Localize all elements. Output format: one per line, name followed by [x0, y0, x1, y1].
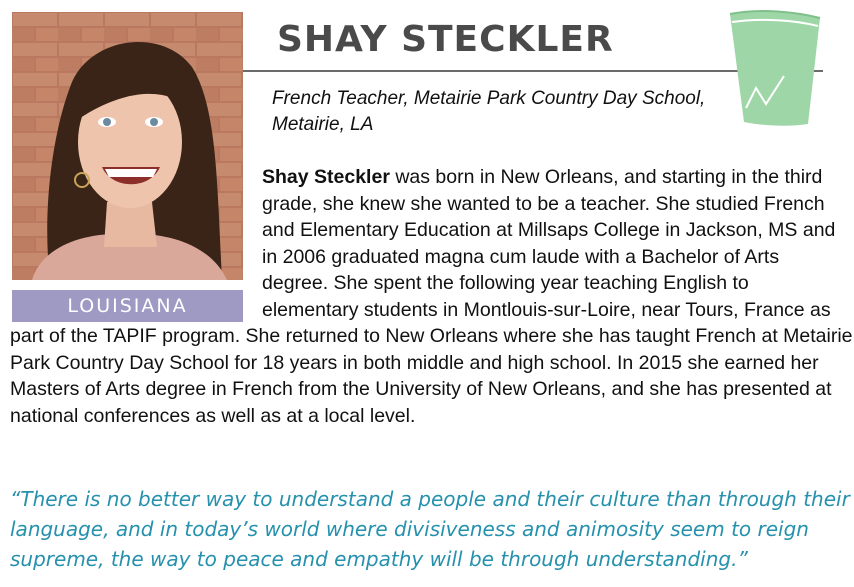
- bio-name: Shay Steckler: [262, 166, 390, 188]
- bio-paragraph: [0, 164, 854, 464]
- photo-spacer: [0, 164, 262, 323]
- cup-icon: [726, 6, 824, 130]
- bio-text: was born in New Orleans, and starting in the third grade, she knew she wanted to be a teacher. She studied French and Elementary Education at Millsaps College in Jackson, MS and in 2006 graduated magna cum laude with a Bachelor of Arts degree. She spent the following year teaching English to elementary students in Montlouis-sur-Loire, near Tours, France as part of the TAPIF program. She returned to New Orleans where she has taught French at Metairie Park Country Day School for 18 years in both middle and high school. In 2015 she earned her Masters of Arts degree in French from the University of New Orleans, and she has presented at national conferences as well as at a local level.: [10, 166, 853, 427]
- state-badge: LOUISIANA: [12, 290, 243, 322]
- teacher-quote: “There is no better way to understand a people and their culture than through their language, and in today’s world where divisiveness and animosity seem to reign supreme, the way to peace and empathy will be through understanding.”: [10, 487, 850, 571]
- teacher-title: French Teacher, Metairie Park Country Day School, Metairie, LA: [272, 88, 706, 135]
- right-spacer: [844, 164, 854, 323]
- teacher-name: SHAY STECKLER: [277, 19, 614, 60]
